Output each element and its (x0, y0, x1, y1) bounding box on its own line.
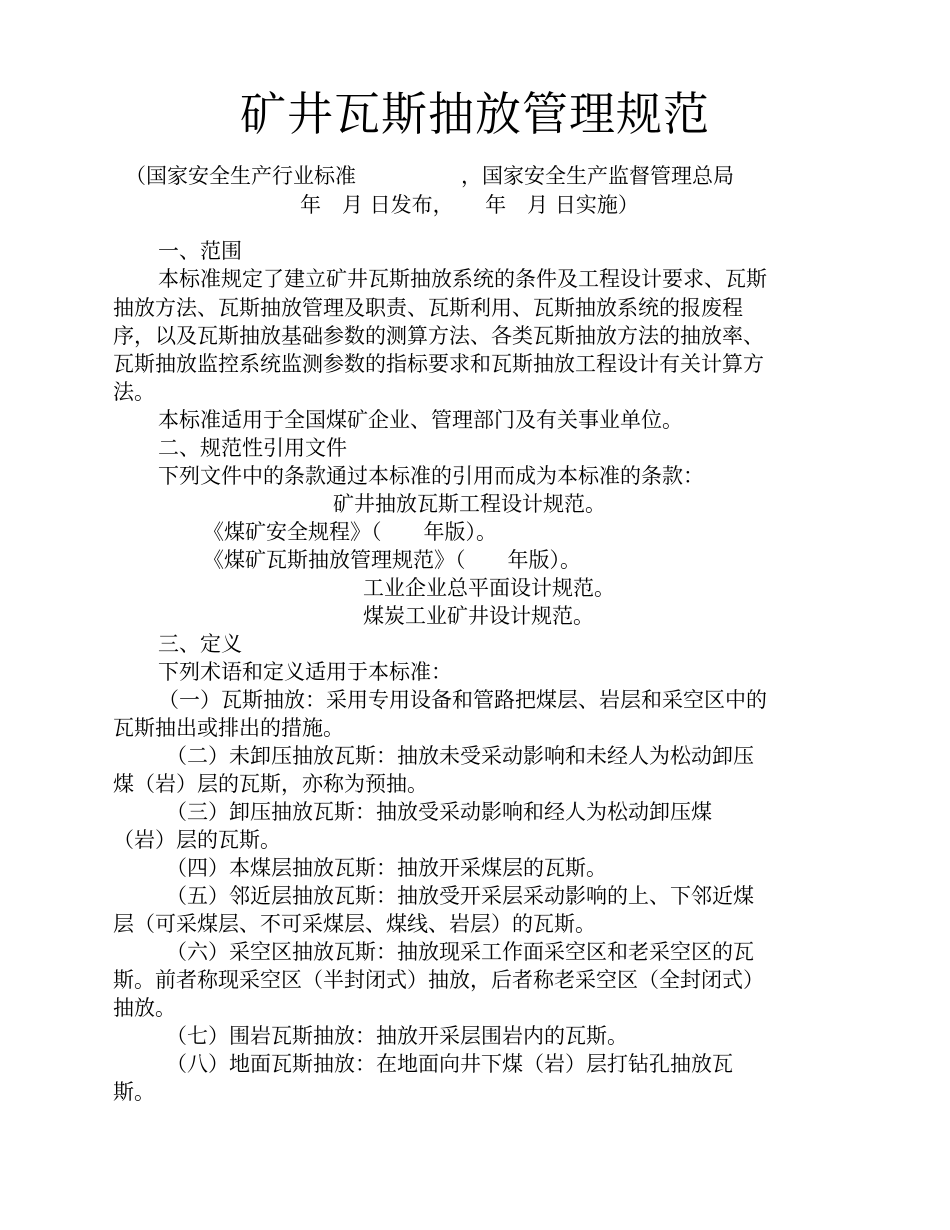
definition-line: （一）瓦斯抽放：采用专用设备和管路把煤层、岩层和采空区中的 (158, 688, 767, 712)
definition-line: （二）未卸压抽放瓦斯：抽放未受采动影响和未经人为松动卸压 (166, 744, 754, 768)
definition-line: 斯。前者称现采空区（半封闭式）抽放，后者称老采空区（全封闭式） (113, 968, 764, 992)
section-heading-scope: 一、范围 (158, 239, 242, 263)
definition-line: （四）本煤层抽放瓦斯：抽放开采煤层的瓦斯。 (166, 856, 607, 880)
paragraph-line: 本标准规定了建立矿井瓦斯抽放系统的条件及工程设计要求、瓦斯 (158, 267, 767, 291)
paragraph-line: 序，以及瓦斯抽放基础参数的测算方法、各类瓦斯抽放方法的抽放率、 (113, 324, 764, 348)
reference-item: 《煤矿瓦斯抽放管理规范》（ 年版）。 (203, 548, 581, 572)
definition-line: 煤（岩）层的瓦斯，亦称为预抽。 (113, 772, 428, 796)
section-heading-definitions: 三、定义 (158, 632, 242, 656)
definition-line: （三）卸压抽放瓦斯：抽放受采动影响和经人为松动卸压煤 (166, 800, 712, 824)
reference-item: 工业企业总平面设计规范。 (363, 576, 615, 600)
definition-line: （七）围岩瓦斯抽放：抽放开采层围岩内的瓦斯。 (166, 1024, 628, 1048)
paragraph-line: 本标准适用于全国煤矿企业、管理部门及有关事业单位。 (158, 408, 683, 432)
paragraph-line: 下列文件中的条款通过本标准的引用而成为本标准的条款： (158, 464, 704, 488)
document-title: 矿井瓦斯抽放管理规范 (240, 87, 710, 141)
definition-line: 斯。 (113, 1080, 155, 1104)
definition-line: 瓦斯抽出或排出的措施。 (113, 716, 344, 740)
paragraph-line: 下列术语和定义适用于本标准： (158, 660, 452, 684)
reference-item: 煤炭工业矿井设计规范。 (363, 604, 594, 628)
definition-line: 层（可采煤层、不可采煤层、煤线、岩层）的瓦斯。 (113, 912, 596, 936)
definition-line: （八）地面瓦斯抽放：在地面向井下煤（岩）层打钻孔抽放瓦 (166, 1052, 733, 1076)
paragraph-line: 抽放方法、瓦斯抽放管理及职责、瓦斯利用、瓦斯抽放系统的报废程 (113, 296, 743, 320)
reference-item: 《煤矿安全规程》（ 年版）。 (203, 520, 497, 544)
paragraph-line: 法。 (113, 380, 155, 404)
section-heading-references: 二、规范性引用文件 (158, 436, 347, 460)
subtitle-line-1: （国家安全生产行业标准 ，国家安全生产监督管理总局 (125, 164, 734, 188)
definition-line: 抽放。 (113, 996, 176, 1020)
definition-line: （岩）层的瓦斯。 (113, 828, 281, 852)
paragraph-line: 瓦斯抽放监控系统监测参数的指标要求和瓦斯抽放工程设计有关计算方 (113, 352, 764, 376)
definition-line: （五）邻近层抽放瓦斯：抽放受开采层采动影响的上、下邻近煤 (166, 884, 754, 908)
definition-line: （六）采空区抽放瓦斯：抽放现采工作面采空区和老采空区的瓦 (166, 940, 754, 964)
subtitle-line-2: 年 月 日发布， 年 月 日实施） (300, 193, 639, 217)
reference-item: 矿井抽放瓦斯工程设计规范。 (333, 492, 606, 516)
